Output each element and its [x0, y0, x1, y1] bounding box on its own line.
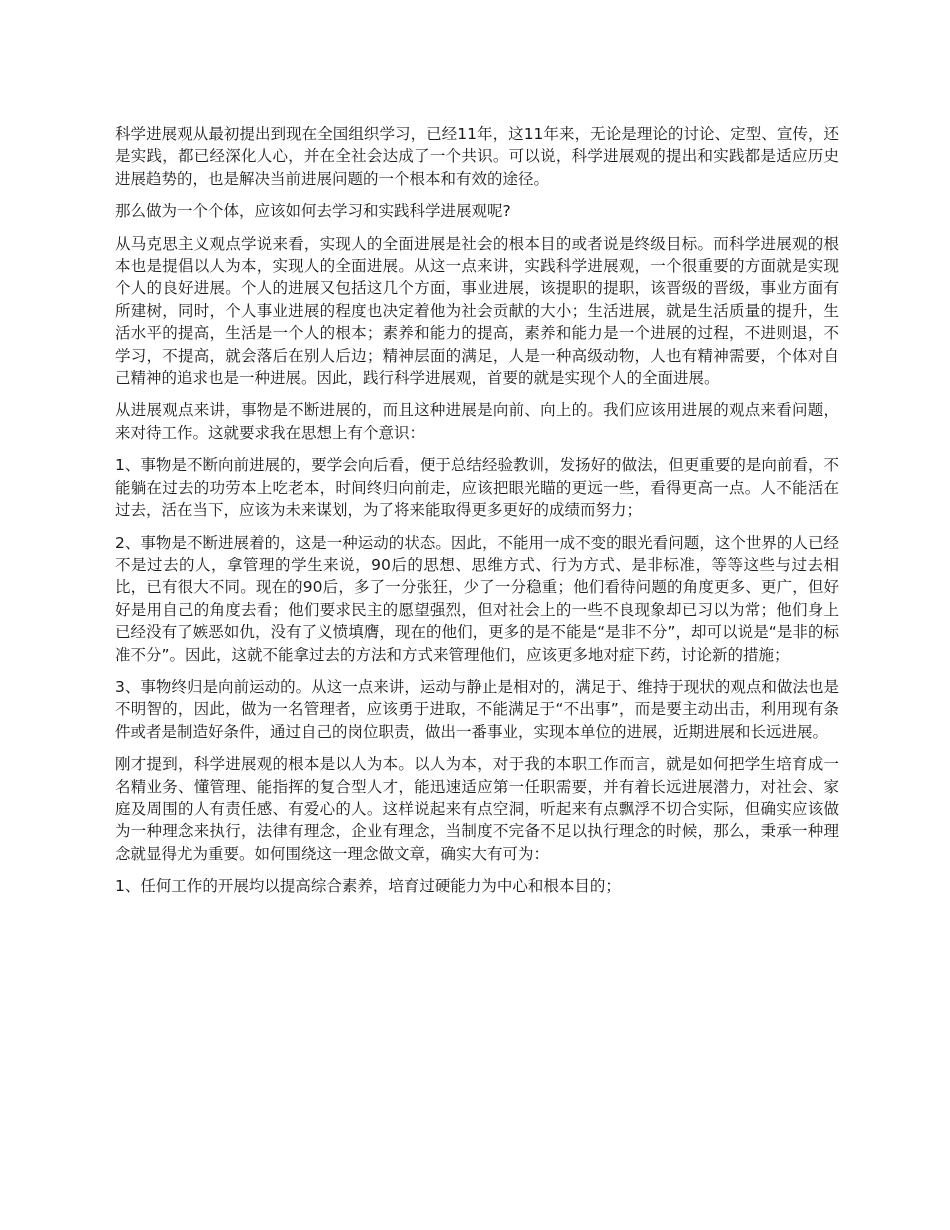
paragraph-question: 那么做为一个个体，应该如何去学习和实践科学进展观呢?: [115, 202, 511, 221]
paragraph-people-oriented: 刚才提到，科学进展观的根本是以人为本。以人为本，对于我的本职工作而言，就是如何把学生培育成一名精业务、懂管理、能指挥的复合型人才，能迅速适应第一任职需要，并有着长远进展潜力，对社会、家庭及周围的人有责任感、有爱心的人。这样说起来有点空洞，听起来有点飘浮不切合实际，但确实应该做为一种理念来执行，法律有理念，企业有理念，当制度不完备不足以执行理念的时候，那么，秉承一种理念就显得尤为重要。如何围绕这一理念做文章，确实大有可为：: [115, 755, 839, 863]
paragraph-task-1: 1、任何工作的开展均以提高综合素养，培育过硬能力为中心和根本目的；: [115, 877, 621, 896]
paragraph-point-2: 2、事物是不断进展着的，这是一种运动的状态。因此，不能用一成不变的眼光看问题，这个世界的人已经不是过去的人，拿管理的学生来说，90后的思想、思维方式、行为方式、是非标准，等等这些与过去相比，已有很大不同。现在的90后，多了一分张狂，少了一分稳重；他们看待问题的角度更多、更广，但好好是用自己的角度去看；他们要求民主的愿望强烈，但对社会上的一些不良现象却已习以为常；他们身上已经没有了嫉恶如仇，没有了义愤填膺，现在的他们，更多的是不能是“是非不分”，却可以说是“是非的标准不分”。因此，这就不能拿过去的方法和方式来管理他们，应该更多地对症下药，讨论新的措施；: [115, 533, 839, 664]
paragraph-point-3: 3、事物终归是向前运动的。从这一点来讲，运动与静止是相对的，满足于、维持于现状的观点和做法也是不明智的，因此，做为一名管理者，应该勇于进取，不能满足于“不出事”，而是要主动出击，利用现有条件或者是制造好条件，通过自己的岗位职责，做出一番事业，实现本单位的进展，近期进展和长远进展。: [115, 677, 839, 741]
paragraph-intro: 科学进展观从最初提出到现在全国组织学习，已经11年，这11年来，无论是理论的讨论、定型、宣传，还是实践，都已经深化人心，并在全社会达成了一个共识。可以说，科学进展观的提出和实践都是适应历史进展趋势的，也是解决当前进展问题的一个根本和有效的途径。: [115, 125, 839, 188]
paragraph-point-1: 1、事物是不断向前进展的，要学会向后看，便于总结经验教训，发扬好的做法，但更重要的是向前看，不能躺在过去的功劳本上吃老本，时间终归向前走，应该把眼光瞄的更远一些，看得更高一点。人不能活在过去，活在当下，应该为未来谋划，为了将来能取得更多更好的成绩而努力；: [115, 456, 839, 520]
paragraph-development-view: 从进展观点来讲，事物是不断进展的，而且这种进展是向前、向上的。我们应该用进展的观点来看问题，来对待工作。这就要求我在思想上有个意识：: [115, 401, 839, 442]
paragraph-marxism: 从马克思主义观点学说来看，实现人的全面进展是社会的根本目的或者说是终级目标。而科学进展观的根本也是提倡以人为本，实现人的全面进展。从这一点来讲，实践科学进展观，一个很重要的方面就是实现个人的良好进展。个人的进展又包括这几个方面，事业进展，该提职的提职，该晋级的晋级，事业方面有所建树，同时，个人事业进展的程度也决定着他为社会贡献的大小；生活进展，就是生活质量的提升，生活水平的提高，生活是一个人的根本；素养和能力的提高，素养和能力是一个进展的过程，不进则退，不学习，不提高，就会落后在别人后边；精神层面的满足，人是一种高级动物，人也有精神需要，个体对自己精神的追求也是一种进展。因此，践行科学进展观，首要的就是实现个人的全面进展。: [115, 234, 839, 388]
document-body: [115, 123, 839, 908]
